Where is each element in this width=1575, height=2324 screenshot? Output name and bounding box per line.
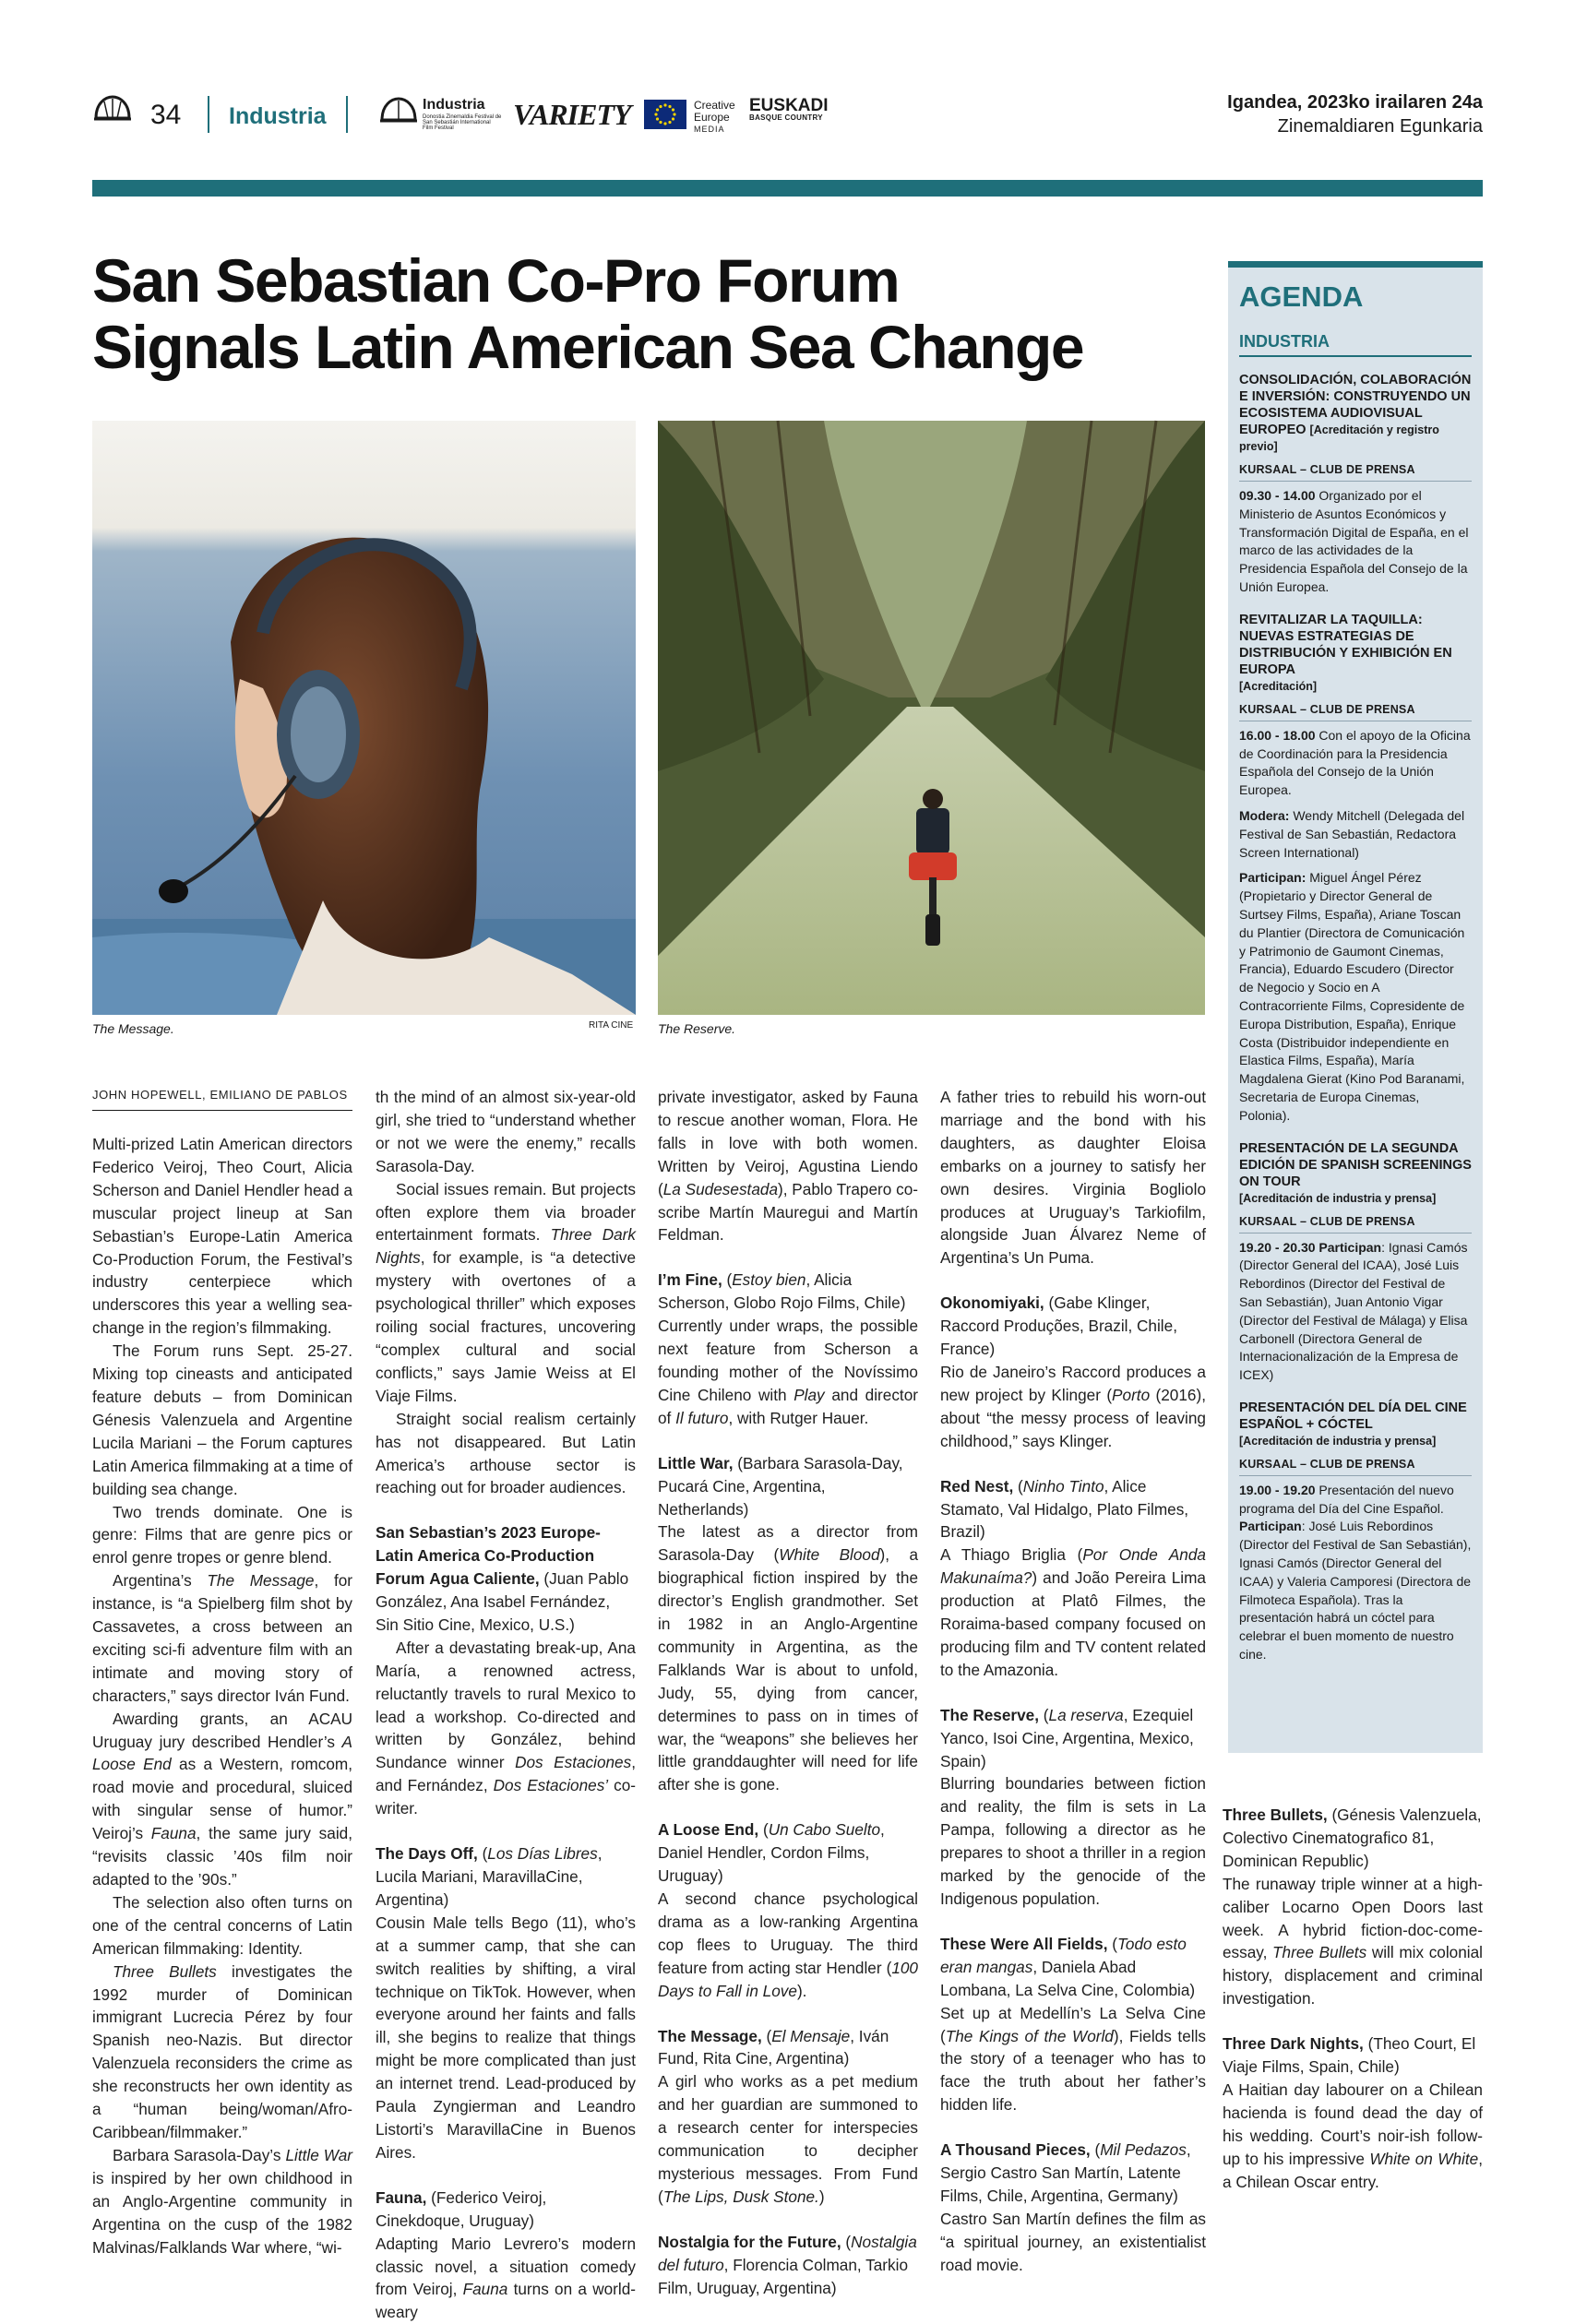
paragraph: Straight social realism certainly has not disappeared. But Latin America’s arthouse sector is reaching out for broader audiences.: [376, 1409, 636, 1497]
industria-logo: [378, 94, 502, 131]
issue-date: Igandea, 2023ko irailaren 24a: [1227, 92, 1483, 113]
paragraph: Currently under wraps, the possible next feature from Scherson a founding mother of the Novíssimo Cine Chileno with Play and director of Il futuro, with Rutger Hauer.: [658, 1317, 918, 1427]
film-entry: Red Nest, (Ninho Tinto, Alice Stamato, Val Hidalgo, Plato Filmes, Brazil): [940, 1476, 1189, 1542]
agenda-sidebar: [1228, 261, 1483, 1753]
film-entry: The Message, (El Mensaje, Iván Fund, Rita Cine, Argentina): [658, 2026, 889, 2068]
agenda-subtitle: INDUSTRIA: [1239, 332, 1472, 357]
film-entry: Fauna, (Federico Veiroj, Cinekdoque, Uruguay): [376, 2187, 547, 2230]
photo-the-reserve: [658, 421, 1205, 1015]
paragraph: Castro San Martín defines the film as “a spiritual journey, an existentialist road movie.: [940, 2209, 1206, 2274]
photo-credit-left: RITA CINE: [589, 1020, 634, 1031]
paragraph: Social issues remain. But projects often explore them via broader entertainment formats. Three Dark Nights, for example, is “a detective mystery with overtones of a psychological thriller” which exposes roiling social fractures, uncovering “complex cultural and social conflicts,” says Jamie Weiss at El Viaje Films.: [376, 1179, 636, 1405]
euskadi-logo-subtext: BASQUE COUNTRY: [749, 113, 823, 122]
event-details: 19.20 - 20.30 Participan: Ignasi Camós (Director General del ICAA), José Luis Rebordinos (Director del Festival de San Sebastián), Juan Antonio Vigar (Director del Festival de Málaga) y Elisa Carbonell (Directora General de Internacionalización de la Empresa de ICEX): [1239, 1239, 1468, 1383]
event-location: KURSAAL – CLUB DE PRENSA: [1239, 702, 1472, 721]
photo-caption-left: The Message.: [92, 1021, 174, 1036]
paragraph: Rio de Janeiro’s Raccord produces a new project by Klinger (Porto (2016), about “the messy process of leaving childhood,” says Klinger.: [940, 1362, 1206, 1450]
lineup-heading: San Sebastian’s 2023 Europe-Latin America Co-Production Forum Agua Caliente, (Juan Pablo González, Ana Isabel Fernández, Sin Sitio Cine, Mexico, U.S.): [376, 1523, 629, 1634]
event-details: 09.30 - 14.00 Organizado por el Ministerio de Asuntos Económicos y Transformación Digital de España, en el marco de las actividades de la Presidencia Española del Consejo de la Unión Europea.: [1239, 488, 1469, 594]
film-entry: A Thousand Pieces, (Mil Pedazos, Sergio Castro San Martín, Latente Films, Chile, Argentina, Germany): [940, 2140, 1191, 2205]
film-entry: These Were All Fields, (Todo esto eran mangas, Daniela Abad Lombana, La Selva Cine, Colombia): [940, 1934, 1196, 1999]
industria-logo-subtext: Donostia Zinemaldia Festival de San Sebastián International Film Festival: [423, 114, 502, 131]
eu-flag-icon: [644, 100, 686, 129]
paragraph: The latest as a director from Sarasola-Day (White Blood), a biographical fiction inspired by the director’s English grandmother. Set in 1982 in an Anglo-Argentine community in Argentina, as the Falklands War is about to unfold, Judy, 55, dying from cancer, determines to pass on in times of war, the “weapons” she believes her little granddaughter will need for life after she is gone.: [658, 1522, 918, 1794]
paragraph: Argentina’s The Message, for instance, is “a Spielberg film shot by Cassavetes, a cross between an exciting sci-fi adventure film with an intimate and moving story of characters,” says director Iván Fund.: [92, 1571, 353, 1705]
article-column-4: [940, 1086, 1206, 2277]
headline-line-2: Signals Latin American Sea Change: [92, 313, 1084, 381]
article-column-1: [92, 1086, 352, 2258]
photo-the-message: [92, 421, 636, 1015]
paragraph: Three Bullets investigates the 1992 murder of Dominican immigrant Lucrecia Pérez by four Spanish neo-Nazis. But director Valenzuela reconsiders the crime as she reconstructs her own identity as a “human being/woman/Afro-Caribbean/filmmaker.”: [92, 1961, 352, 2141]
event-details: 16.00 - 18.00 Con el apoyo de la Oficina de Coordinación para la Presidencia Española del Consejo de la Unión Europea. Modera: Wendy Mitchell (Delegada del Festival de San Sebastián, Redactora Screen International) Participan: Miguel Ángel Pérez (Propietario y Director General de Surtsey Films, España), Ariane Toscan du Plantier (Directora de Comunicación y Patrimonio de Gaumont Cinemas, Francia), Eduardo Escudero (Director de Negocio y Socio en A Contracorriente Films, Copresidente de Europa Distribution, España), Enrique Costa (Distribuidor independiente en Elastica Films, España), María Magdalena Gierat (Kino Pod Baranami, Secretaria de Europa Cinemas, Polonia).: [1239, 727, 1471, 1123]
agenda-event: [1239, 612, 1472, 1126]
article-column-5: [1223, 1804, 1483, 2194]
creative-europe-subtext: MEDIA: [694, 125, 725, 134]
paragraph: The Forum runs Sept. 25-27. Mixing top cineasts and anticipated feature debuts – from Dominican Génesis Valenzuela and Argentine Lucila Mariani – the Forum captures Latin America filmmaking at a time of building sea change.: [92, 1341, 352, 1498]
headline-line-1: San Sebastian Co-Pro Forum: [92, 246, 900, 315]
event-location: KURSAAL – CLUB DE PRENSA: [1239, 1457, 1472, 1476]
article-column-2: [376, 1086, 636, 2324]
event-details: 19.00 - 19.20 Presentación del nuevo programa del Día del Cine Español. Participan: José Luis Rebordinos (Director del Festival de San Sebastián), Ignasi Camós (Director General del ICAA) y Valeria Camporesi (Directora de Filmoteca Española). Tras la presentación habrá un cóctel para celebrar el buen momento de nuestro cine.: [1239, 1482, 1472, 1663]
film-entry: The Days Off, (Los Días Libres, Lucila Mariani, MaravillaCine, Argentina): [376, 1844, 603, 1909]
paragraph: Set up at Medellín’s La Selva Cine (The Kings of the World), Fields tells the story of a teenager who has to face the truth about her father’s hidden life.: [940, 2003, 1206, 2115]
film-entry: Three Bullets, (Génesis Valenzuela, Colectivo Cinematografico 81, Dominican Republic): [1223, 1806, 1482, 1870]
creative-europe-text: Creative Europe: [694, 99, 735, 124]
festival-shell-icon: [92, 94, 133, 124]
film-entry: I’m Fine, (Estoy bien, Alicia Scherson, Globo Rojo Films, Chile): [658, 1270, 906, 1313]
photo-caption-right: The Reserve.: [658, 1021, 736, 1036]
film-entry: A Loose End, (Un Cabo Suelto, Daniel Hendler, Cordon Films, Uruguay): [658, 1820, 885, 1886]
paragraph: A second chance psychological drama as a low-ranking Argentina cop flees to Uruguay. The third feature from acting star Hendler (100 Days to Fall in Love).: [658, 1889, 918, 2000]
agenda-event: [1239, 372, 1472, 597]
paragraph: th the mind of an almost six-year-old girl, she tried to “understand whether or not we were the enemy,” recalls Sarasola-Day.: [376, 1088, 636, 1175]
page-number: 34: [150, 100, 182, 130]
paragraph: private investigator, asked by Fauna to rescue another woman, Flora. He falls in love with both women. Written by Veiroj, Agustina Liendo (La Sudesestada), Pablo Trapero co-scribe Martín Mauregui and Martín Feldman.: [658, 1088, 918, 1245]
agenda-event: [1239, 1140, 1472, 1385]
film-entry: Nostalgia for the Future, (Nostalgia del futuro, Florencia Colman, Tarkio Film, Uruguay, Argentina): [658, 2232, 917, 2297]
agenda-event: [1239, 1400, 1472, 1664]
film-entry: Three Dark Nights, (Theo Court, El Viaje Films, Spain, Chile): [1223, 2034, 1476, 2077]
paragraph: A Haitian day labourer on a Chilean hacienda is found dead the day of his wedding. Court’s noir-ish follow-up to his impressive White on White, a Chilean Oscar entry.: [1223, 2080, 1483, 2191]
film-entry: Okonomiyaki, (Gabe Klinger, Raccord Produções, Brazil, Chile, France): [940, 1293, 1177, 1359]
paragraph: Cousin Male tells Bego (11), who’s at a summer camp, that she can switch realities by shifting, a viral technique on TikTok. However, when everyone around her faints and falls ill, she begins to realize that things might be more complicated than just an internet trend. Lead-produced by Paula Zyngierman and Leandro Listorti’s MaravillaCine in Buenos Aires.: [376, 1913, 636, 2162]
event-title: PRESENTACIÓN DEL DÍA DEL CINE ESPAÑOL + CÓCTEL [Acreditación de industria y prensa]: [1239, 1400, 1467, 1448]
article-headline: [92, 247, 1246, 380]
paragraph: The runaway triple winner at a high-caliber Locarno Open Doors last week. A hybrid fiction-doc-come-essay, Three Bullets will mix colonial history, displacement and criminal investigation.: [1223, 1874, 1483, 2008]
paragraph: The selection also often turns on one of the central concerns of Latin American filmmaking: Identity.: [92, 1892, 352, 1958]
paragraph: Two trends dominate. One is genre: Films that are genre pics or enrol genre tropes or genre blend.: [92, 1502, 352, 1567]
paragraph: A girl who works as a pet medium and her guardian are summoned to a research center for interspecies communication to decipher mysterious messages. From Fund (The Lips, Dusk Stone.): [658, 2072, 918, 2206]
header-divider: [208, 96, 209, 133]
event-title: REVITALIZAR LA TAQUILLA: NUEVAS ESTRATEGIAS DE DISTRIBUCIÓN Y EXHIBICIÓN EN EUROPA [Acreditación]: [1239, 612, 1452, 693]
paragraph: Blurring boundaries between fiction and reality, the film is sets in La Pampa, following a director as he prepares to shoot a thriller in a region marked by the genocide of the Indigenous population.: [940, 1774, 1206, 1908]
agenda-title: AGENDA: [1239, 280, 1364, 313]
film-entry: The Reserve, (La reserva, Ezequiel Yanco, Isoi Cine, Argentina, Mexico, Spain): [940, 1705, 1194, 1770]
section-label: Industria: [229, 103, 327, 129]
variety-logo: VARIETY: [513, 98, 631, 131]
euskadi-logo-text: EUSKADI: [749, 96, 829, 115]
paragraph: A father tries to rebuild his worn-out marriage and the bond with his daughters, as daughter Eloisa embarks on a journey to satisfy her own desires. Virginia Bogliolo produces at Uruguay’s Tarkiofilm, alongside Juan Álvarez Neme of Argentina’s Un Puma.: [940, 1088, 1206, 1268]
event-location: KURSAAL – CLUB DE PRENSA: [1239, 1214, 1472, 1234]
industria-logo-text: Industria: [423, 97, 485, 113]
byline: JOHN HOPEWELL, EMILIANO DE PABLOS: [92, 1086, 352, 1111]
paragraph: After a devastating break-up, Ana María, a renowned actress, reluctantly travels to rural Mexico to lead a workshop. Co-directed and written by González, behind Sundance winner Dos Estaciones, and Fernández, Dos Estaciones’ co-writer.: [376, 1638, 636, 1818]
film-entry: Little War, (Barbara Sarasola-Day, Pucará Cine, Argentina, Netherlands): [658, 1453, 903, 1519]
paragraph: Adapting Mario Levrero’s modern classic novel, a situation comedy from Veiroj, Fauna turns on a world-weary: [376, 2234, 636, 2322]
paragraph: Awarding grants, an ACAU Uruguay jury described Hendler’s A Loose End as a Western, romcom, road movie and procedural, sluiced with singular sense of humor.” Veiroj’s Fauna, the same jury said, “revisits classic ’40s film noir adapted to the ’90s.”: [92, 1709, 352, 1889]
article-column-3: [658, 1086, 918, 2300]
euskadi-logo: [749, 98, 829, 122]
event-title: CONSOLIDACIÓN, COLABORACIÓN E INVERSIÓN: CONSTRUYENDO UN ECOSISTEMA AUDIOVISUAL EUROPEO [Acreditación y registro previo]: [1239, 373, 1472, 453]
event-location: KURSAAL – CLUB DE PRENSA: [1239, 462, 1472, 482]
event-title: PRESENTACIÓN DE LA SEGUNDA EDICIÓN DE SPANISH SCREENINGS ON TOUR [Acreditación de industria y prensa]: [1239, 1140, 1472, 1205]
paragraph: A Thiago Briglia (Por Onde Anda Makunaíma?) and João Pereira Lima production at Platô Filmes, the Roraima-based company focused on producing film and TV content related to the Amazonia.: [940, 1545, 1206, 1679]
publication-name: Zinemaldiaren Egunkaria: [1277, 116, 1483, 137]
header-divider: [346, 96, 348, 133]
paragraph: Barbara Sarasola-Day’s Little War is inspired by her own childhood in an Anglo-Argentine community in Argentina on the cusp of the 1982 Malvinas/Falklands War where, “wi-: [92, 2145, 352, 2257]
creative-europe-logo: [694, 100, 746, 136]
header-rule: [92, 180, 1483, 197]
paragraph: Multi-prized Latin American directors Federico Veiroj, Theo Court, Alicia Scherson and Daniel Hendler head a muscular project lineup at San Sebastian’s Europe-Latin America Co-Production Forum, the Festival’s industry centerpiece which underscores this year a welling sea-change in the region’s filmmaking.: [92, 1135, 352, 1338]
